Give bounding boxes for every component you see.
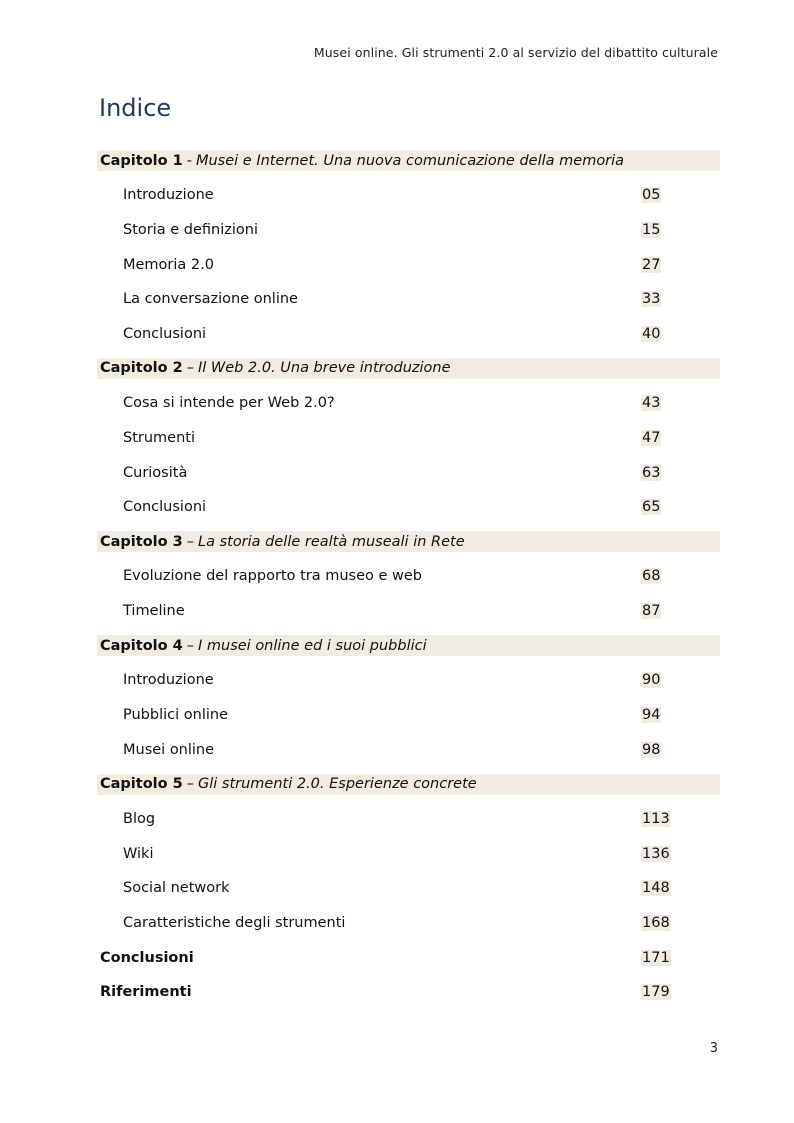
toc-entry[interactable] — [97, 670, 720, 691]
chapter-separator: – — [186, 533, 194, 550]
toc-entry-label: Storia e definizioni — [123, 221, 258, 238]
toc-entry-label: Pubblici online — [123, 706, 228, 723]
toc-entry-page: 63 — [642, 464, 661, 481]
toc-entry-label: Conclusioni — [123, 325, 207, 342]
toc-entry-page: 68 — [642, 568, 661, 585]
toc-entry-page: 98 — [642, 741, 661, 758]
toc-entry-label: Social network — [123, 880, 230, 897]
toc-entry[interactable] — [97, 393, 720, 414]
toc-entry-page: 136 — [642, 845, 670, 862]
toc-entry[interactable] — [97, 739, 720, 760]
toc-entry-page: 90 — [642, 672, 661, 689]
chapter-separator: – — [186, 360, 194, 377]
toc-entry-label: La conversazione online — [123, 291, 298, 308]
toc-entry-label: Timeline — [123, 603, 185, 620]
toc-entry-page: 40 — [642, 325, 661, 342]
chapter-label: Capitolo 4 — [100, 637, 183, 654]
toc-entry[interactable] — [97, 912, 720, 933]
toc-entry[interactable] — [97, 323, 720, 344]
toc-entry[interactable] — [97, 843, 720, 864]
toc-entry[interactable] — [97, 878, 720, 899]
chapter-separator: - — [186, 152, 192, 169]
toc-entry[interactable] — [97, 254, 720, 275]
toc-entry[interactable] — [97, 566, 720, 587]
toc-entry-label: Caratteristiche degli strumenti — [123, 914, 346, 931]
toc-entry-label: Evoluzione del rapporto tra museo e web — [123, 568, 423, 585]
toc-entry-label: Musei online — [123, 741, 215, 758]
toc-entry-page: 179 — [642, 984, 670, 1001]
chapter-title: La storia delle realtà museali in Rete — [198, 533, 465, 550]
toc-entry-page: 33 — [642, 291, 661, 308]
chapter-heading-1[interactable] — [97, 150, 720, 171]
toc-entry-label: Cosa si intende per Web 2.0? — [123, 395, 335, 412]
toc-entry-page: 65 — [642, 499, 661, 516]
chapter-heading-2[interactable] — [97, 358, 720, 379]
toc-entry-label: Curiosità — [123, 464, 188, 481]
toc-entry[interactable] — [97, 601, 720, 622]
toc-entry-page: 47 — [642, 429, 661, 446]
toc-entry-label: Riferimenti — [100, 984, 192, 1001]
toc-entry-label: Memoria 2.0 — [123, 256, 214, 273]
chapter-label: Capitolo 2 — [100, 360, 183, 377]
toc-entry-label: Wiki — [123, 845, 154, 862]
toc-entry-page: 113 — [642, 810, 670, 827]
chapter-heading-5[interactable] — [97, 774, 720, 795]
chapter-separator: – — [186, 637, 194, 654]
toc-entry-page: 43 — [642, 395, 661, 412]
toc-entry[interactable] — [97, 185, 720, 206]
page-title: Indice — [99, 94, 172, 122]
toc-entry-label: Conclusioni — [100, 949, 194, 966]
chapter-label: Capitolo 5 — [100, 776, 183, 793]
chapter-title: Musei e Internet. Una nuova comunicazione della memoria — [195, 152, 625, 169]
chapter-title: I musei online ed i suoi pubblici — [198, 637, 427, 654]
chapter-heading-3[interactable] — [97, 531, 720, 552]
table-of-contents — [97, 150, 720, 1003]
toc-entry-label: Blog — [123, 810, 156, 827]
toc-entry[interactable] — [97, 704, 720, 725]
toc-entry[interactable] — [97, 427, 720, 448]
page-number: 3 — [709, 1041, 718, 1056]
toc-entry-page: 87 — [642, 603, 661, 620]
toc-entry[interactable] — [97, 462, 720, 483]
toc-entry-page: 168 — [642, 914, 670, 931]
running-header: Musei online. Gli strumenti 2.0 al servizio del dibattito culturale — [313, 45, 718, 60]
toc-entry-references[interactable] — [97, 982, 720, 1003]
toc-entry-label: Introduzione — [123, 672, 214, 689]
toc-entry-page: 05 — [642, 187, 661, 204]
toc-entry-page: 27 — [642, 256, 661, 273]
toc-entry[interactable] — [97, 808, 720, 829]
toc-entry[interactable] — [97, 497, 720, 518]
toc-entry-label: Conclusioni — [123, 499, 207, 516]
toc-entry-label: Introduzione — [123, 187, 214, 204]
chapter-title: Gli strumenti 2.0. Esperienze concrete — [198, 776, 477, 793]
toc-entry-page: 15 — [642, 221, 661, 238]
chapter-heading-4[interactable] — [97, 635, 720, 656]
chapter-label: Capitolo 1 — [100, 152, 183, 169]
toc-entry[interactable] — [97, 289, 720, 310]
toc-entry-page: 171 — [642, 949, 670, 966]
chapter-title: Il Web 2.0. Una breve introduzione — [198, 360, 451, 377]
toc-entry-label: Strumenti — [123, 429, 195, 446]
toc-entry-page: 148 — [642, 880, 670, 897]
toc-entry-page: 94 — [642, 706, 661, 723]
toc-entry[interactable] — [97, 219, 720, 240]
chapter-label: Capitolo 3 — [100, 533, 183, 550]
toc-entry-conclusions[interactable] — [97, 947, 720, 968]
chapter-separator: – — [186, 776, 194, 793]
